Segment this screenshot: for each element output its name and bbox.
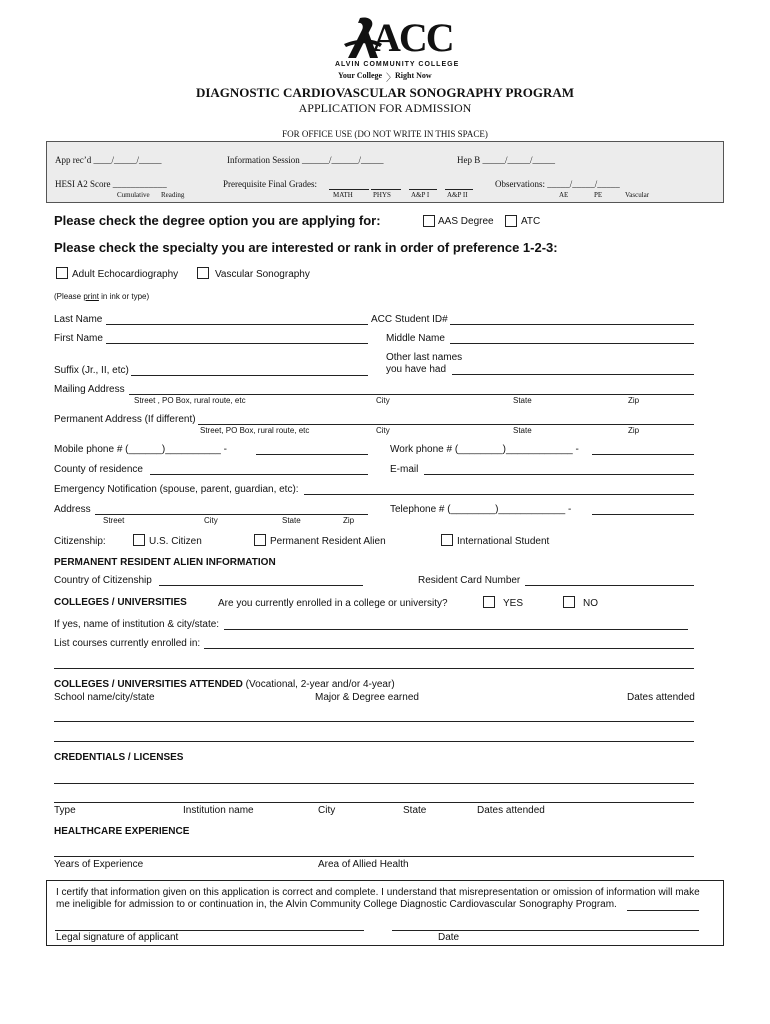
enrolled-yes-checkbox[interactable] bbox=[483, 596, 495, 608]
emergency-street-sub: Street bbox=[103, 516, 125, 525]
permanent-zip-sub: Zip bbox=[628, 426, 640, 435]
office-ap1: A&P I bbox=[411, 191, 430, 199]
perm-resident-label: Permanent Resident Alien bbox=[270, 536, 386, 547]
office-math: MATH bbox=[333, 191, 353, 199]
resident-heading: PERMANENT RESIDENT ALIEN INFORMATION bbox=[54, 557, 276, 568]
office-phys: PHYS bbox=[373, 191, 391, 199]
enrolled-no-checkbox[interactable] bbox=[563, 596, 575, 608]
emergency-zip-sub: Zip bbox=[343, 516, 355, 525]
student-id-label: ACC Student ID# bbox=[371, 314, 448, 325]
vascular-label: Vascular Sonography bbox=[215, 269, 310, 280]
logo-tagline-right: Right Now bbox=[395, 71, 432, 80]
county-input[interactable] bbox=[150, 474, 368, 475]
emergency-state-sub: State bbox=[282, 516, 301, 525]
credentials-city-label: City bbox=[318, 805, 336, 816]
certification-box bbox=[46, 880, 724, 946]
county-label: County of residence bbox=[54, 464, 143, 475]
mobile-phone-label: Mobile phone # (______)__________ - bbox=[54, 444, 227, 455]
attended-row-1[interactable] bbox=[54, 721, 694, 722]
credentials-dates-label: Dates attended bbox=[477, 805, 545, 816]
attended-school-label: School name/city/state bbox=[54, 692, 155, 703]
logo-tagline-divider: 〉 bbox=[386, 73, 396, 84]
attended-row-2[interactable] bbox=[54, 741, 694, 742]
specialty-question: Please check the specialty you are interested or rank in order of preference 1-2-3: bbox=[54, 240, 558, 255]
mailing-city-sub: City bbox=[376, 396, 390, 405]
courses-input[interactable] bbox=[204, 648, 694, 649]
mobile-phone-input[interactable] bbox=[256, 454, 368, 455]
certify-initials-input[interactable] bbox=[627, 910, 699, 911]
mailing-zip-sub: Zip bbox=[628, 396, 640, 405]
mailing-street-sub: Street , PO Box, rural route, etc bbox=[134, 396, 246, 405]
emergency-city-sub: City bbox=[204, 516, 218, 525]
us-citizen-checkbox[interactable] bbox=[133, 534, 145, 546]
enrolled-no-label: NO bbox=[583, 598, 598, 609]
office-approved: App rec’d ____/_____/_____ bbox=[55, 155, 162, 165]
work-phone-input[interactable] bbox=[592, 454, 694, 455]
last-name-label: Last Name bbox=[54, 314, 103, 325]
vascular-checkbox[interactable] bbox=[197, 267, 209, 279]
office-vascular: Vascular bbox=[625, 191, 650, 199]
certify-line-2: me ineligible for admission to or continuation in, the Alvin Community College Diagnostic Cardiovascular Sonography Program. bbox=[56, 899, 617, 910]
credentials-row-1[interactable] bbox=[54, 783, 694, 784]
perm-resident-checkbox[interactable] bbox=[254, 534, 266, 546]
emergency-address-input[interactable] bbox=[95, 514, 368, 515]
courses-label: List courses currently enrolled in: bbox=[54, 638, 201, 649]
atc-checkbox[interactable] bbox=[505, 215, 517, 227]
resident-card-label: Resident Card Number bbox=[418, 575, 521, 586]
citizenship-label: Citizenship: bbox=[54, 536, 106, 547]
suffix-input[interactable] bbox=[131, 375, 368, 376]
institution-input[interactable] bbox=[224, 629, 688, 630]
adult-echo-checkbox[interactable] bbox=[56, 267, 68, 279]
permanent-street-sub: Street, PO Box, rural route, etc bbox=[200, 426, 310, 435]
other-last-names-label-2: you have had bbox=[386, 364, 447, 375]
mailing-state-sub: State bbox=[513, 396, 532, 405]
atc-label: ATC bbox=[521, 216, 541, 227]
work-phone-label: Work phone # (________)____________ - bbox=[390, 444, 579, 455]
certify-line-1: I certify that information given on this application is correct and complete. I understand that misrepresentation or omission of information will make bbox=[56, 887, 700, 898]
emergency-label: Emergency Notification (spouse, parent, guardian, etc): bbox=[54, 484, 299, 495]
mailing-address-label: Mailing Address bbox=[54, 384, 125, 395]
print-note: (Please print in ink or type) bbox=[54, 292, 150, 301]
enrolled-yes-label: YES bbox=[503, 598, 524, 609]
healthcare-row[interactable] bbox=[54, 856, 694, 857]
other-last-names-label-1: Other last names bbox=[386, 352, 463, 363]
office-hesi: HESI A2 Score ____________ bbox=[55, 179, 167, 189]
aas-degree-label: AAS Degree bbox=[438, 216, 494, 227]
student-id-input[interactable] bbox=[450, 324, 694, 325]
signature-date-label: Date bbox=[438, 932, 460, 943]
credentials-type-label: Type bbox=[54, 805, 76, 816]
degree-question: Please check the degree option you are applying for: bbox=[54, 213, 381, 228]
courses-input-line-2[interactable] bbox=[54, 668, 694, 669]
emergency-input[interactable] bbox=[304, 494, 694, 495]
office-ae: AE bbox=[559, 191, 569, 199]
telephone-input[interactable] bbox=[592, 514, 694, 515]
office-use-heading: FOR OFFICE USE (DO NOT WRITE IN THIS SPACE) bbox=[282, 129, 488, 139]
suffix-label: Suffix (Jr., II, etc) bbox=[54, 365, 129, 376]
office-cumulative: Cumulative bbox=[117, 191, 150, 199]
signature-date-input[interactable] bbox=[392, 930, 699, 931]
first-name-label: First Name bbox=[54, 333, 103, 344]
healthcare-heading: HEALTHCARE EXPERIENCE bbox=[54, 826, 190, 837]
country-label: Country of Citizenship bbox=[54, 575, 152, 586]
permanent-address-label: Permanent Address (If different) bbox=[54, 414, 196, 425]
page-title: DIAGNOSTIC CARDIOVASCULAR SONOGRAPHY PROGRAM bbox=[195, 85, 575, 100]
colleges-heading: COLLEGES / UNIVERSITIES bbox=[54, 597, 187, 608]
office-use-box bbox=[46, 141, 724, 203]
logo-college-name: ALVIN COMMUNITY COLLEGE bbox=[335, 61, 460, 68]
credentials-institution-label: Institution name bbox=[183, 805, 254, 816]
office-reading: Reading bbox=[161, 191, 185, 199]
telephone-label: Telephone # (________)____________ - bbox=[390, 504, 572, 515]
international-checkbox[interactable] bbox=[441, 534, 453, 546]
permanent-address-input[interactable] bbox=[198, 424, 694, 425]
office-observations: Observations: _____/_____/_____ bbox=[495, 179, 620, 189]
permanent-state-sub: State bbox=[513, 426, 532, 435]
address-label: Address bbox=[54, 504, 91, 515]
institution-label: If yes, name of institution & city/state: bbox=[54, 619, 220, 630]
attended-heading: COLLEGES / UNIVERSITIES ATTENDED (Vocational, 2-year and/or 4-year) bbox=[54, 679, 395, 690]
healthcare-area-label: Area of Allied Health bbox=[318, 859, 409, 870]
office-ap2: A&P II bbox=[447, 191, 468, 199]
office-prereq: Prerequisite Final Grades: bbox=[223, 179, 317, 189]
email-input[interactable] bbox=[424, 474, 694, 475]
signature-label: Legal signature of applicant bbox=[56, 932, 179, 943]
enrolled-question: Are you currently enrolled in a college or university? bbox=[218, 598, 448, 609]
last-name-input[interactable] bbox=[106, 324, 368, 325]
mailing-address-input[interactable] bbox=[129, 394, 694, 395]
other-last-names-input[interactable] bbox=[452, 374, 694, 375]
country-input[interactable] bbox=[159, 585, 363, 586]
page-subtitle: APPLICATION FOR ADMISSION bbox=[298, 101, 472, 115]
office-info-session: Information Session ______/______/_____ bbox=[227, 155, 384, 165]
resident-card-input[interactable] bbox=[525, 585, 694, 586]
permanent-city-sub: City bbox=[376, 426, 390, 435]
middle-name-input[interactable] bbox=[450, 343, 694, 344]
credentials-state-label: State bbox=[403, 805, 427, 816]
credentials-row-2[interactable] bbox=[54, 802, 694, 803]
office-hep-b: Hep B _____/_____/_____ bbox=[457, 155, 555, 165]
middle-name-label: Middle Name bbox=[386, 333, 445, 344]
aas-degree-checkbox[interactable] bbox=[423, 215, 435, 227]
logo-letters: ACC bbox=[372, 15, 453, 60]
international-label: International Student bbox=[457, 536, 550, 547]
signature-input[interactable] bbox=[55, 930, 364, 931]
logo-tagline-left: Your College bbox=[338, 71, 383, 80]
healthcare-years-label: Years of Experience bbox=[54, 859, 144, 870]
credentials-heading: CREDENTIALS / LICENSES bbox=[54, 752, 184, 763]
adult-echo-label: Adult Echocardiography bbox=[72, 269, 179, 280]
first-name-input[interactable] bbox=[106, 343, 368, 344]
attended-dates-label: Dates attended bbox=[627, 692, 695, 703]
email-label: E-mail bbox=[390, 464, 419, 475]
office-pe: PE bbox=[594, 191, 603, 199]
attended-major-label: Major & Degree earned bbox=[315, 692, 419, 703]
us-citizen-label: U.S. Citizen bbox=[149, 536, 202, 547]
